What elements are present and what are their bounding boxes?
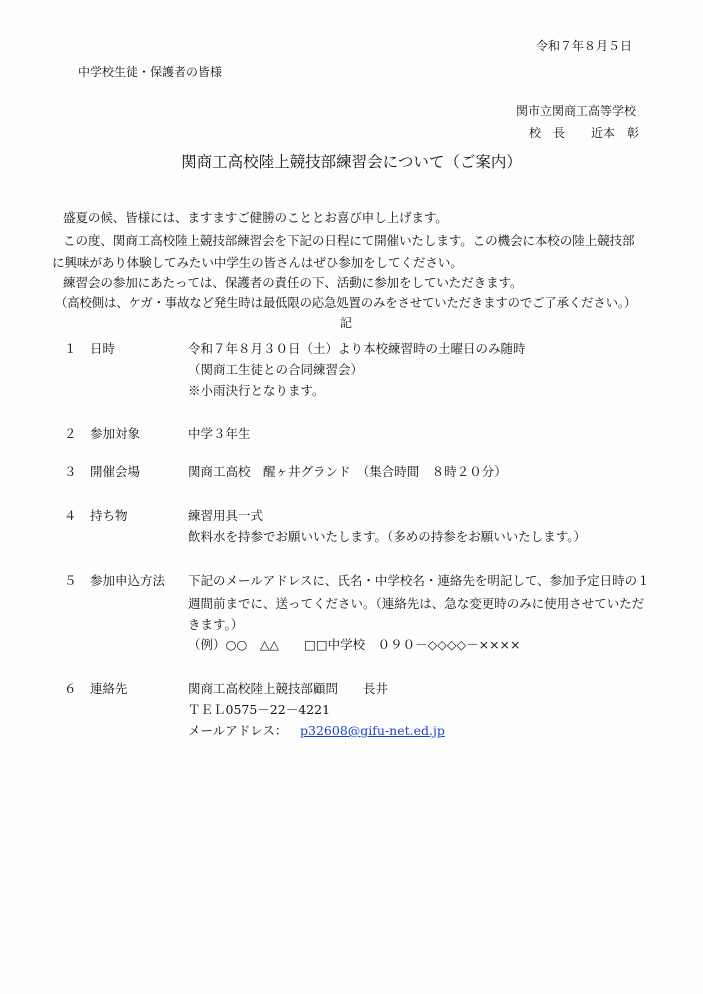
item-application-example: （例）○○ △△ □□中学校 ０９０－◇◇◇◇－×××× — [188, 637, 521, 652]
contact-email-label: メールアドレス： — [188, 723, 288, 738]
principal-title: 校 長 — [529, 126, 566, 140]
first-aid-note: （高校側は、ケガ・事故など発生時は最低限の応急処置のみをさせていただきますのでご了承ください。） — [55, 295, 637, 310]
item-belongings-line: 飲料水を持参でお願いいたします。（多めの持参をお願いいたします。） — [188, 529, 587, 544]
item-label-target: 参加対象 — [90, 426, 141, 441]
sender-school: 関市立関商工高等学校 — [516, 104, 637, 118]
item-belongings-line: 練習用具一式 — [188, 508, 264, 523]
item-label-venue: 開催会場 — [90, 464, 141, 479]
item-datetime-line: 令和７年８月３０日（土）より本校練習時の土曜日のみ随時 — [188, 341, 526, 356]
document-date: 令和７年８月５日 — [536, 39, 633, 53]
item-number: ４ — [64, 508, 77, 523]
item-datetime-line: （関商工生徒との合同練習会） — [188, 362, 364, 377]
item-label-contact: 連絡先 — [90, 681, 128, 696]
item-label-datetime: 日時 — [90, 341, 116, 356]
item-application-line: 週間前までに、送ってください。（連絡先は、急な変更時のみに使用させていただ — [188, 596, 645, 611]
contact-person: 関商工高校陸上競技部顧問 長井 — [188, 681, 389, 696]
item-target-line: 中学３年生 — [188, 426, 251, 441]
recipient-line: 中学校生徒・保護者の皆様 — [78, 65, 223, 79]
item-number: ３ — [64, 464, 77, 479]
item-label-belongings: 持ち物 — [90, 508, 128, 523]
item-number: ６ — [64, 681, 77, 696]
guardian-note: 練習会の参加にあたっては、保護者の責任の下、活動に参加をしていただきます。 — [63, 275, 523, 290]
contact-email-link[interactable]: p32608@gifu-net.ed.jp — [300, 723, 445, 738]
item-datetime-line: ※小雨決行となります。 — [188, 383, 325, 398]
intro-line-1: この度、関商工高校陸上競技部練習会を下記の日程にて開催いたします。この機会に本校の陸上競技部 — [63, 233, 635, 248]
item-label-application: 参加申込方法 — [90, 573, 166, 588]
item-number: ２ — [64, 426, 77, 441]
sender-principal — [529, 127, 639, 139]
contact-phone: ＴＥＬ0575－22－4221 — [188, 702, 331, 717]
item-application-line: 下記のメールアドレスに、氏名・中学校名・連絡先を明記して、参加予定日時の１ — [188, 573, 650, 588]
principal-name: 近本 彰 — [591, 126, 640, 140]
item-number: ５ — [64, 573, 77, 588]
item-number: １ — [64, 341, 77, 356]
intro-line-2: に興味があり体験してみたい中学生の皆さんはぜひ参加をしてください。 — [52, 255, 463, 270]
greeting-paragraph: 盛夏の候、皆様には、ますますご健勝のこととお喜び申し上げます。 — [63, 210, 448, 225]
ki-heading: 記 — [340, 316, 353, 330]
document-title: 関商工高校陸上競技部練習会について（ご案内） — [181, 153, 522, 171]
item-application-line: きます。） — [188, 617, 244, 632]
item-venue-line: 関商工高校 醒ヶ井グランド （集合時間 ８時２０分） — [188, 464, 507, 479]
